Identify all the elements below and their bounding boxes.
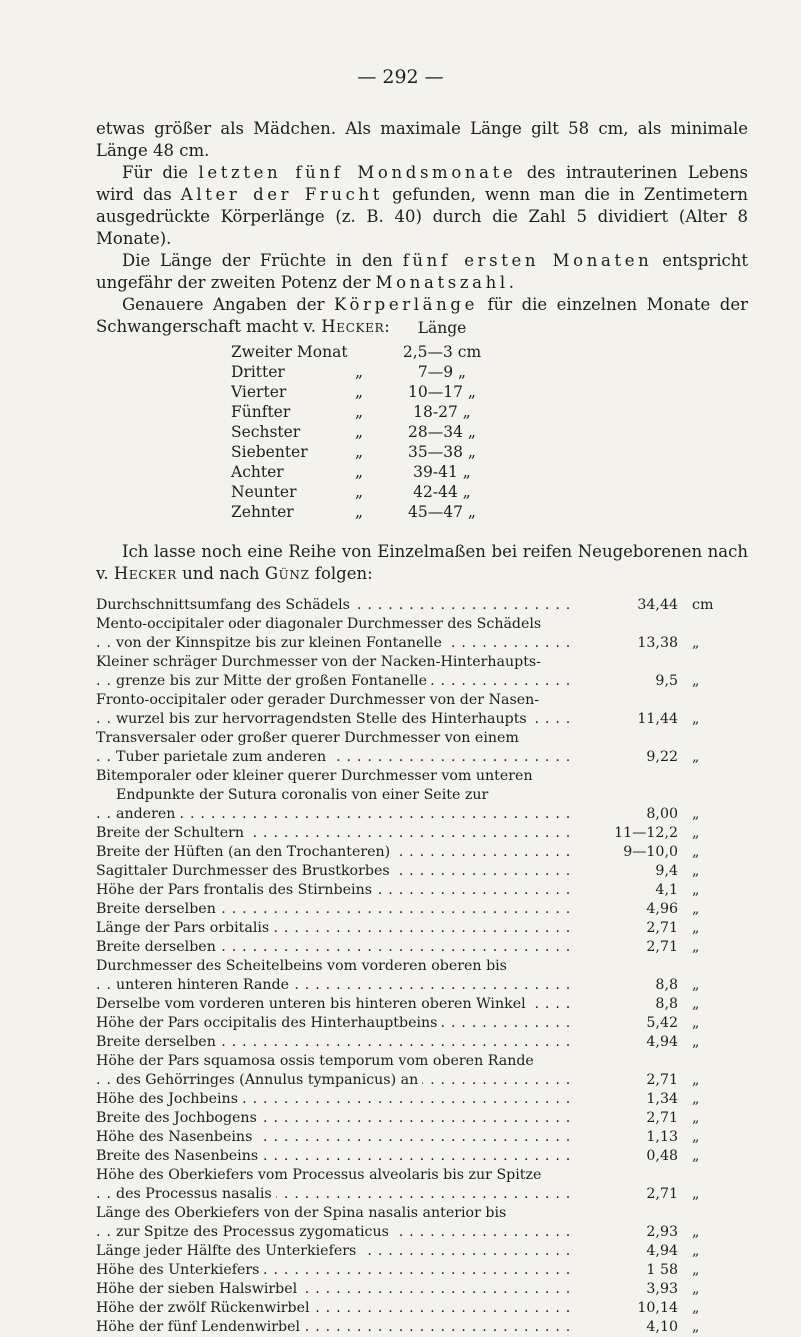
measurement-line: [96, 862, 752, 881]
measurement-value: 9,5: [574, 672, 678, 691]
measurement-line: [96, 767, 752, 786]
measurement-label: anderen: [116, 806, 179, 822]
measurement-line: [96, 691, 752, 710]
measurement-value: 9—10,0: [574, 843, 678, 862]
measurement-line: [96, 710, 752, 729]
measurement-label: Höhe der sieben Halswirbel: [96, 1281, 301, 1297]
measurement-value: 2,71: [574, 919, 678, 938]
text-run: .: [508, 273, 515, 292]
intro-text: [96, 541, 748, 585]
measurement-value: 9,4: [574, 862, 678, 881]
measurement-unit: „: [692, 1015, 700, 1031]
text-run: gefunden, wenn man die in Zentimetern ausgedrückte Körperlänge (z. B. 40) durch die Zahl 5 dividiert (Alter 8 Monate).: [96, 185, 748, 248]
measurement-line: [96, 824, 752, 843]
measurement-value: 10,14: [574, 1299, 678, 1318]
measurement-label: Länge jeder Hälfte des Unterkiefers: [96, 1243, 360, 1259]
measurement-value: 8,00: [574, 805, 678, 824]
measurement-value: 5,42: [574, 1014, 678, 1033]
measurement-line: [96, 1033, 752, 1052]
measurement-item: [96, 1166, 752, 1204]
text-run: Genauere Angaben der: [122, 295, 335, 314]
measurement-line: [96, 596, 752, 615]
measurement-unit: „: [692, 1091, 700, 1107]
measurement-label: Kleiner schräger Durchmesser von der Nacken-Hinterhaupts-: [96, 654, 545, 670]
measurement-unit: „: [692, 939, 700, 955]
measurement-unit: „: [692, 1300, 700, 1316]
measurement-item: [96, 596, 752, 615]
measurement-line: [96, 976, 752, 995]
measurement-value: 11,44: [574, 710, 678, 729]
measurement-label: Breite derselben: [96, 939, 220, 955]
measurement-unit: „: [692, 1243, 700, 1259]
measurement-label: Durchschnittsumfang des Schädels: [96, 597, 354, 613]
measurement-label: Breite derselben: [96, 1034, 220, 1050]
measurement-item: [96, 1109, 752, 1128]
length-value: 39-41 „: [413, 463, 471, 481]
measurement-label: Breite der Schultern: [96, 825, 248, 841]
measurement-label: Höhe der zwölf Rückenwirbel: [96, 1300, 314, 1316]
measurement-line: [96, 1090, 752, 1109]
measurement-item: [96, 1014, 752, 1033]
measurement-item: [96, 881, 752, 900]
measurement-value: 1,34: [574, 1090, 678, 1109]
measurement-unit: cm: [692, 597, 714, 613]
measurement-value: 8,8: [574, 995, 678, 1014]
measurement-line: [96, 1280, 752, 1299]
text-run: letzten fünf Mondsmonate: [198, 163, 517, 182]
measurement-value: 13,38: [574, 634, 678, 653]
text-run: des intrauterinen Lebens wird das: [96, 163, 749, 204]
month-label: Neunter: [231, 483, 297, 501]
measurement-unit: „: [692, 844, 700, 860]
measurement-line: [96, 653, 752, 672]
month-label: Dritter: [231, 363, 285, 381]
length-value: 42-44 „: [413, 483, 471, 501]
length-value: 10—17 „: [408, 383, 476, 401]
measurement-value: 4,94: [574, 1033, 678, 1052]
measurement-unit: „: [692, 1186, 700, 1202]
text-run: Für die: [122, 163, 199, 182]
month-label: Achter: [231, 463, 284, 481]
text-run: Die Länge der Früchte in den: [122, 251, 403, 270]
measurement-unit: „: [692, 1129, 700, 1145]
measurement-line: [96, 1166, 752, 1185]
measurement-unit: „: [692, 882, 700, 898]
measurement-line: [96, 1242, 752, 1261]
measurement-line: [96, 843, 752, 862]
measurement-line: [96, 748, 752, 767]
measurement-item: [96, 767, 752, 824]
text-run: Körperlänge: [334, 295, 478, 314]
measurement-unit: „: [692, 711, 700, 727]
measurement-item: [96, 729, 752, 767]
measurements-intro: [96, 541, 748, 585]
measurement-line: [96, 881, 752, 900]
paragraph: [96, 118, 748, 162]
measurement-label: grenze bis zur Mitte der großen Fontanelle: [116, 673, 431, 689]
length-value: 18-27 „: [413, 403, 471, 421]
measurement-label: Höhe der Pars squamosa ossis temporum vom oberen Rande: [96, 1053, 538, 1069]
measurement-unit: „: [692, 749, 700, 765]
ditto-mark: „: [355, 363, 364, 381]
measurement-item: [96, 824, 752, 843]
measurement-line: [96, 1014, 752, 1033]
measurement-line: [96, 1318, 752, 1337]
measurement-item: [96, 919, 752, 938]
measurement-item: [96, 1052, 752, 1090]
ditto-mark: „: [355, 503, 364, 521]
measurement-label: Durchmesser des Scheitelbeins vom vorderen oberen bis: [96, 958, 511, 974]
measurement-label: Länge des Oberkiefers von der Spina nasalis anterior bis: [96, 1205, 510, 1221]
measurement-line: [96, 957, 752, 976]
measurement-item: [96, 1261, 752, 1280]
measurement-label: des Processus nasalis: [116, 1186, 276, 1202]
measurement-label: Länge der Pars orbitalis: [96, 920, 273, 936]
measurement-label: Höhe des Jochbeins: [96, 1091, 242, 1107]
measurement-label: Höhe des Nasenbeins: [96, 1129, 256, 1145]
measurement-label: Mento-occipitaler oder diagonaler Durchmesser des Schädels: [96, 616, 545, 632]
text-run: Hecker: [113, 564, 177, 583]
measurement-value: 3,93: [574, 1280, 678, 1299]
measurement-label: Höhe der fünf Lendenwirbel: [96, 1319, 304, 1335]
measurement-label: Höhe der Pars occipitalis des Hinterhauptbeins: [96, 1015, 441, 1031]
ditto-mark: „: [355, 483, 364, 501]
measurement-value: 11—12,2: [574, 824, 678, 843]
measurement-label: Endpunkte der Sutura coronalis von einer Seite zur: [116, 787, 492, 803]
month-label: Zehnter: [231, 503, 294, 521]
measurement-label: Breite der Hüften (an den Trochanteren): [96, 844, 394, 860]
measurement-value: 1,13: [574, 1128, 678, 1147]
month-label: Fünfter: [231, 403, 291, 421]
measurement-item: [96, 995, 752, 1014]
measurement-value: 2,71: [574, 938, 678, 957]
measurement-unit: „: [692, 1224, 700, 1240]
text-run: Alter der Frucht: [180, 185, 384, 204]
text-run: fünf ersten Monaten: [402, 251, 653, 270]
measurement-line: [96, 615, 752, 634]
measurement-line: [96, 1299, 752, 1318]
measurement-label: Bitemporaler oder kleiner querer Durchmesser vom unteren: [96, 768, 537, 784]
measurement-item: [96, 957, 752, 995]
measurement-item: [96, 862, 752, 881]
measurement-value: 4,96: [574, 900, 678, 919]
measurement-list: [96, 596, 752, 1337]
measurement-line: [96, 729, 752, 748]
measurement-item: [96, 691, 752, 729]
measurement-unit: „: [692, 635, 700, 651]
measurement-label: Derselbe vom vorderen unteren bis hinteren oberen Winkel: [96, 996, 530, 1012]
ditto-mark: „: [355, 463, 364, 481]
measurement-label: Fronto-occipitaler oder gerader Durchmesser von der Nasen-: [96, 692, 543, 708]
measurement-unit: „: [692, 920, 700, 936]
length-value: 7—9 „: [417, 363, 467, 381]
measurement-item: [96, 1090, 752, 1109]
measurement-value: 2,71: [574, 1185, 678, 1204]
measurement-unit: „: [692, 996, 700, 1012]
measurement-value: 2,71: [574, 1071, 678, 1090]
measurement-line: [96, 786, 752, 805]
measurement-label: Höhe der Pars frontalis des Stirnbeins: [96, 882, 376, 898]
ditto-mark: „: [355, 443, 364, 461]
measurement-item: [96, 1147, 752, 1166]
length-value: 35—38 „: [408, 443, 476, 461]
month-label: Vierter: [231, 383, 287, 401]
text-run: :: [384, 317, 390, 336]
measurement-unit: „: [692, 806, 700, 822]
measurement-line: [96, 1204, 752, 1223]
measurement-label: Breite derselben: [96, 901, 220, 917]
measurement-label: Höhe des Unterkiefers: [96, 1262, 263, 1278]
page-number: — 292 —: [357, 66, 444, 88]
measurement-line: [96, 919, 752, 938]
measurement-line: [96, 995, 752, 1014]
ditto-mark: „: [355, 383, 364, 401]
measurement-value: 4,94: [574, 1242, 678, 1261]
text-run: entspricht ungefähr der zweiten Potenz der: [96, 251, 748, 292]
measurement-unit: „: [692, 1034, 700, 1050]
measurement-label: des Gehörringes (Annulus tympanicus) an: [116, 1072, 422, 1088]
body-text: [96, 118, 748, 338]
text-run: Monatszahl: [375, 273, 509, 292]
measurement-label: unteren hinteren Rande: [116, 977, 293, 993]
measurement-unit: „: [692, 1281, 700, 1297]
measurement-label: Sagittaler Durchmesser des Brustkorbes: [96, 863, 394, 879]
paragraph: [96, 250, 748, 294]
text-run: für die einzelnen Monate der Schwangerschaft macht v.: [96, 295, 748, 336]
text-run: etwas größer als Mädchen. Als maximale Länge gilt 58 cm, als minimale Länge 48 cm.: [96, 119, 748, 160]
measurement-label: wurzel bis zur hervorragendsten Stelle des Hinterhaupts: [116, 711, 531, 727]
measurement-unit: „: [692, 1262, 700, 1278]
month-label: Siebenter: [231, 443, 308, 461]
measurement-value: 0,48: [574, 1147, 678, 1166]
measurement-item: [96, 615, 752, 653]
measurement-value: 8,8: [574, 976, 678, 995]
measurement-item: [96, 1299, 752, 1318]
text-run: Ich lasse noch eine Reihe von Einzelmaßen bei reifen Neugeborenen nach v.: [96, 542, 748, 583]
measurement-item: [96, 653, 752, 691]
measurement-item: [96, 1318, 752, 1337]
measurement-unit: „: [692, 1110, 700, 1126]
measurement-line: [96, 1223, 752, 1242]
length-value: 45—47 „: [408, 503, 476, 521]
ditto-mark: „: [355, 403, 364, 421]
measurement-value: 1 58: [574, 1261, 678, 1280]
text-run: Günz: [264, 564, 310, 583]
measurement-line: [96, 634, 752, 653]
table-header-length: Länge: [417, 319, 467, 337]
measurement-line: [96, 1185, 752, 1204]
measurement-item: [96, 900, 752, 919]
measurement-item: [96, 843, 752, 862]
measurement-value: 2,93: [574, 1223, 678, 1242]
month-label: Zweiter Monat: [231, 343, 348, 361]
measurement-label: Höhe des Oberkiefers vom Processus alveolaris bis zur Spitze: [96, 1167, 545, 1183]
measurement-value: 4,1: [574, 881, 678, 900]
length-value: 2,5—3 cm: [402, 343, 482, 361]
text-run: Hecker: [321, 317, 385, 336]
measurement-label: Breite des Jochbogens: [96, 1110, 261, 1126]
measurement-line: [96, 1071, 752, 1090]
measurement-line: [96, 1147, 752, 1166]
measurement-line: [96, 1109, 752, 1128]
measurement-unit: „: [692, 863, 700, 879]
month-label: Sechster: [231, 423, 301, 441]
text-run: folgen:: [309, 564, 373, 583]
measurement-item: [96, 1033, 752, 1052]
measurement-unit: „: [692, 901, 700, 917]
measurement-value: 34,44: [574, 596, 678, 615]
measurement-unit: „: [692, 977, 700, 993]
measurement-label: zur Spitze des Processus zygomaticus: [116, 1224, 393, 1240]
length-value: 28—34 „: [408, 423, 476, 441]
measurement-item: [96, 1242, 752, 1261]
measurement-value: 2,71: [574, 1109, 678, 1128]
measurement-line: [96, 1261, 752, 1280]
measurement-item: [96, 938, 752, 957]
measurement-unit: „: [692, 825, 700, 841]
measurement-line: [96, 1128, 752, 1147]
measurement-line: [96, 672, 752, 691]
measurement-unit: „: [692, 1319, 700, 1335]
measurement-value: 4,10: [574, 1318, 678, 1337]
ditto-mark: „: [355, 423, 364, 441]
measurement-label: Breite des Nasenbeins: [96, 1148, 262, 1164]
paragraph: [96, 162, 748, 250]
text-run: und nach: [176, 564, 265, 583]
measurement-value: 9,22: [574, 748, 678, 767]
measurement-label: Transversaler oder großer querer Durchmesser von einem: [96, 730, 523, 746]
measurement-item: [96, 1128, 752, 1147]
measurement-line: [96, 900, 752, 919]
measurement-line: [96, 938, 752, 957]
measurement-label: Tuber parietale zum anderen: [116, 749, 330, 765]
measurement-unit: „: [692, 673, 700, 689]
measurement-line: [96, 805, 752, 824]
measurement-unit: „: [692, 1148, 700, 1164]
measurement-item: [96, 1280, 752, 1299]
measurement-label: von der Kinnspitze bis zur kleinen Fontanelle: [116, 635, 446, 651]
measurement-line: [96, 1052, 752, 1071]
measurement-item: [96, 1204, 752, 1242]
measurement-unit: „: [692, 1072, 700, 1088]
